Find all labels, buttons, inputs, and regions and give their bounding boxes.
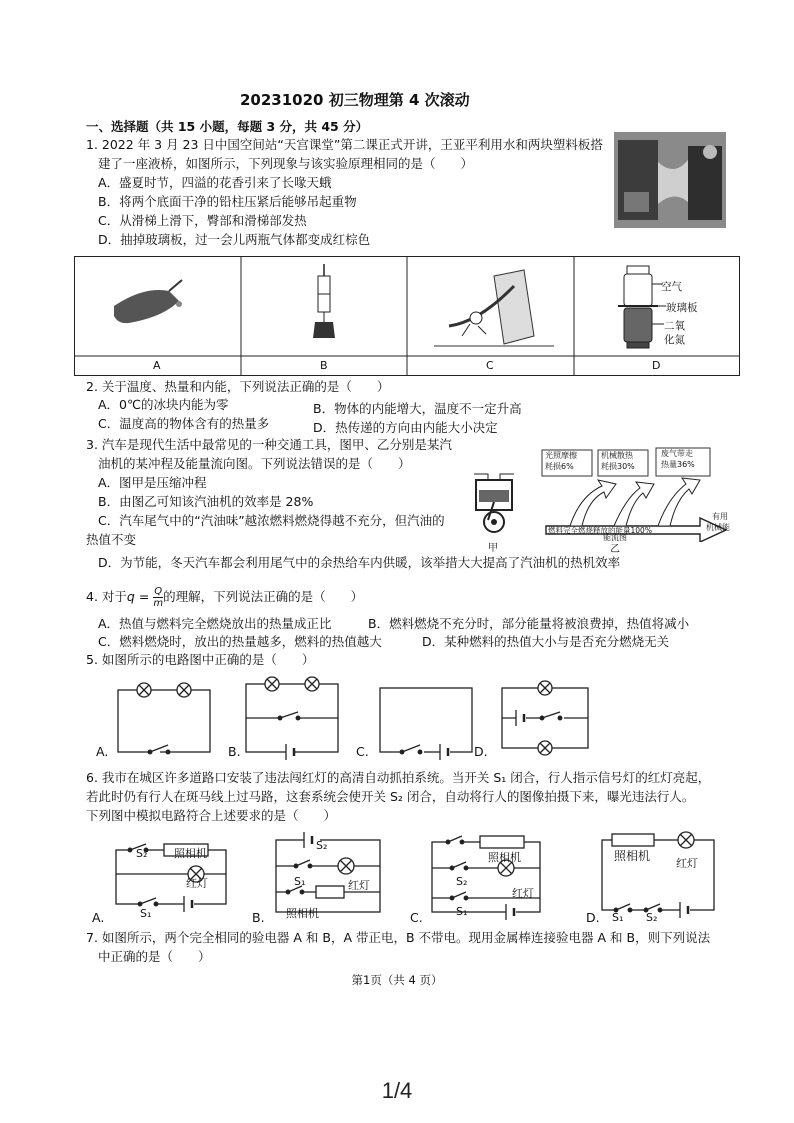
q3-option-d: D．为节能，冬天汽车都会利用尾气中的余热给车内供暖，该举措大大提高了汽油机的热机效率	[98, 555, 621, 570]
q4-stem-suffix: 的理解，下列说法正确的是（ ）	[163, 589, 364, 604]
q6b-camera-label: 照相机	[286, 907, 319, 920]
q4-option-c: C．燃料燃烧时，放出的热量越多，燃料的热值越大	[98, 634, 382, 649]
q6d-camera-label: 照相机	[614, 849, 651, 863]
q1-option-a: A．盛夏时节，四溢的花香引来了长喙天蛾	[98, 175, 332, 190]
q1-figd-no2-label: 二氧	[664, 320, 685, 332]
q4-formula-numerator: Q	[154, 586, 163, 597]
flow-useful-label-1: 有用	[712, 512, 728, 521]
q1-option-c: C．从滑梯上滑下，臀部和滑梯部发热	[98, 213, 307, 228]
q6d-redlight-label: 红灯	[676, 857, 698, 870]
q6b-s2-label: S₂	[316, 839, 328, 852]
flow-useful-label-2: 机械能	[706, 523, 730, 532]
section-heading: 一、选择题（共 15 小题，每题 3 分，共 45 分）	[86, 119, 369, 134]
liquid-bridge-photo	[614, 132, 726, 228]
page-title: 20231020 初三物理第 4 次滚动	[240, 91, 470, 109]
flow-box1-line1: 光照摩擦	[545, 451, 577, 460]
flow-main-label: 燃料完全燃烧释放的能量100%	[548, 526, 652, 535]
q6a-s2-label: S₂	[136, 847, 148, 860]
q3-stem-line1: 3. 汽车是现代生活中最常见的一种交通工具，图甲、乙分别是某汽	[86, 437, 452, 452]
q4-option-d: D．某种燃料的热值大小与是否充分燃烧无关	[422, 634, 670, 649]
q6c-s1-label: S₁	[456, 905, 468, 918]
q6-stem-line1: 6. 我市在城区许多道路口安装了违法闯红灯的高清自动抓拍系统。当开关 S₁ 闭合，行人指示信号灯的红灯亮起，	[86, 770, 711, 785]
q1-stem-line1: 1. 2022 年 3 月 23 日中国空间站“天宫课堂”第二课正式开讲，王亚平利用水和两块塑料板搭	[86, 137, 603, 152]
q1-figd-glass-label: 玻璃板	[666, 302, 698, 314]
q5-stem: 5. 如图所示的电路图中正确的是（ ）	[86, 652, 315, 667]
q4-option-a: A．热值与燃料完全燃烧放出的热量成正比	[98, 616, 332, 631]
flow-box2-line2: 耗损30%	[601, 462, 635, 471]
q6a-camera-label: 照相机	[174, 847, 207, 860]
q3-option-c-line1: C．汽车尾气中的“汽油味”越浓燃料燃烧得越不充分，但汽油的	[98, 513, 445, 528]
q1-fig-label-c: C	[486, 359, 494, 372]
q6a-redlight-label: 红灯	[186, 877, 208, 890]
q6-label-b: B.	[252, 910, 265, 925]
page-counter: 1/4	[381, 1078, 413, 1103]
q6-label-d: D.	[586, 910, 600, 925]
q6-label-a: A.	[92, 910, 105, 925]
q2-option-d: D．热传递的方向由内能大小决定	[313, 420, 498, 435]
q1-option-b: B．将两个底面干净的铅柱压紧后能够吊起重物	[98, 194, 357, 209]
q1-option-d: D．抽掉玻璃板，过一会儿两瓶气体都变成红棕色	[98, 232, 371, 247]
q1-figd-air-label: 空气	[661, 281, 682, 293]
q6b-redlight-label: 红灯	[348, 879, 370, 892]
q3-option-c-line2: 热值不变	[86, 532, 137, 547]
q1-fig-label-d: D	[652, 359, 661, 372]
q6d-s1-label: S₁	[612, 911, 624, 924]
flow-box3-line1: 废气带走	[661, 449, 693, 458]
q5-circuits	[112, 672, 592, 760]
q6d-s2-label: S₂	[646, 911, 658, 924]
q4-formula-q: q	[126, 589, 135, 604]
q5-label-d: D.	[474, 744, 488, 759]
q2-option-b: B．物体的内能增大，温度不一定升高	[313, 401, 522, 416]
q6c-redlight-label: 红灯	[512, 887, 534, 900]
flow-box1-line2: 耗损6%	[545, 462, 574, 471]
q2-stem: 2. 关于温度、热量和内能，下列说法正确的是（ ）	[86, 379, 390, 394]
q4-option-b: B．燃料燃烧不充分时，部分能量将被浪费掉，热值将减小	[368, 616, 690, 631]
q6-label-c: C.	[410, 910, 423, 925]
q7-stem-line1: 7. 如图所示，两个完全相同的验电器 A 和 B，A 带正电，B 不带电。现用金属棒连接验电器 A 和 B，则下列说法	[86, 930, 711, 945]
q6b-s1-label: S₁	[294, 875, 306, 888]
page-footer: 第1页（共 4 页）	[351, 973, 443, 987]
q3-stem-line2: 油机的某冲程及能量流向图。下列说法错误的是（ ）	[98, 456, 411, 471]
q4-stem-prefix: 4. 对于	[86, 589, 127, 604]
q1-stem-line2: 建了一座液桥，如图所示，下列现象与该实验原理相同的是（ ）	[98, 156, 474, 171]
flow-caption: 能流图	[603, 533, 627, 542]
q6-stem-line2: 若此时仍有行人在斑马线上过马路，这套系统会使开关 S₂ 闭合，自动将行人的图像拍摄下来，曝光违法行人。	[86, 789, 695, 804]
q6-stem-line3: 下列图中模拟电路符合上述要求的是（ ）	[86, 808, 337, 823]
flow-box3-line2: 热量36%	[661, 460, 695, 469]
fig-jia-label: 甲	[488, 543, 498, 554]
q6c-camera-label: 照相机	[488, 851, 521, 864]
q4-stem	[86, 586, 363, 609]
fig-yi-label: 乙	[610, 544, 620, 555]
q1-figd-no2-label-2: 化氮	[664, 334, 685, 346]
q5-label-b: B.	[228, 744, 241, 759]
q5-label-a: A.	[96, 744, 109, 759]
q3-option-b: B．由图乙可知该汽油机的效率是 28%	[98, 494, 314, 509]
q6c-s2-label: S₂	[456, 875, 468, 888]
flow-box2-line1: 机械散热	[601, 451, 633, 460]
q1-figure-strip	[74, 256, 740, 376]
engine-diagram	[466, 468, 522, 540]
q7-stem-line2: 中正确的是（ ）	[98, 949, 211, 964]
q2-option-a: A．0℃的冰块内能为零	[98, 397, 229, 412]
q2-option-c: C．温度高的物体含有的热量多	[98, 416, 270, 431]
q1-fig-label-b: B	[320, 359, 328, 372]
q5-label-c: C.	[356, 744, 369, 759]
q4-formula-eq: =	[134, 589, 154, 604]
q3-option-a: A．图甲是压缩冲程	[98, 475, 207, 490]
q4-formula-fraction	[153, 586, 163, 609]
q4-formula-denominator: m	[153, 598, 164, 609]
q1-fig-label-a: A	[153, 359, 161, 372]
q6a-s1-label: S₁	[140, 907, 152, 920]
